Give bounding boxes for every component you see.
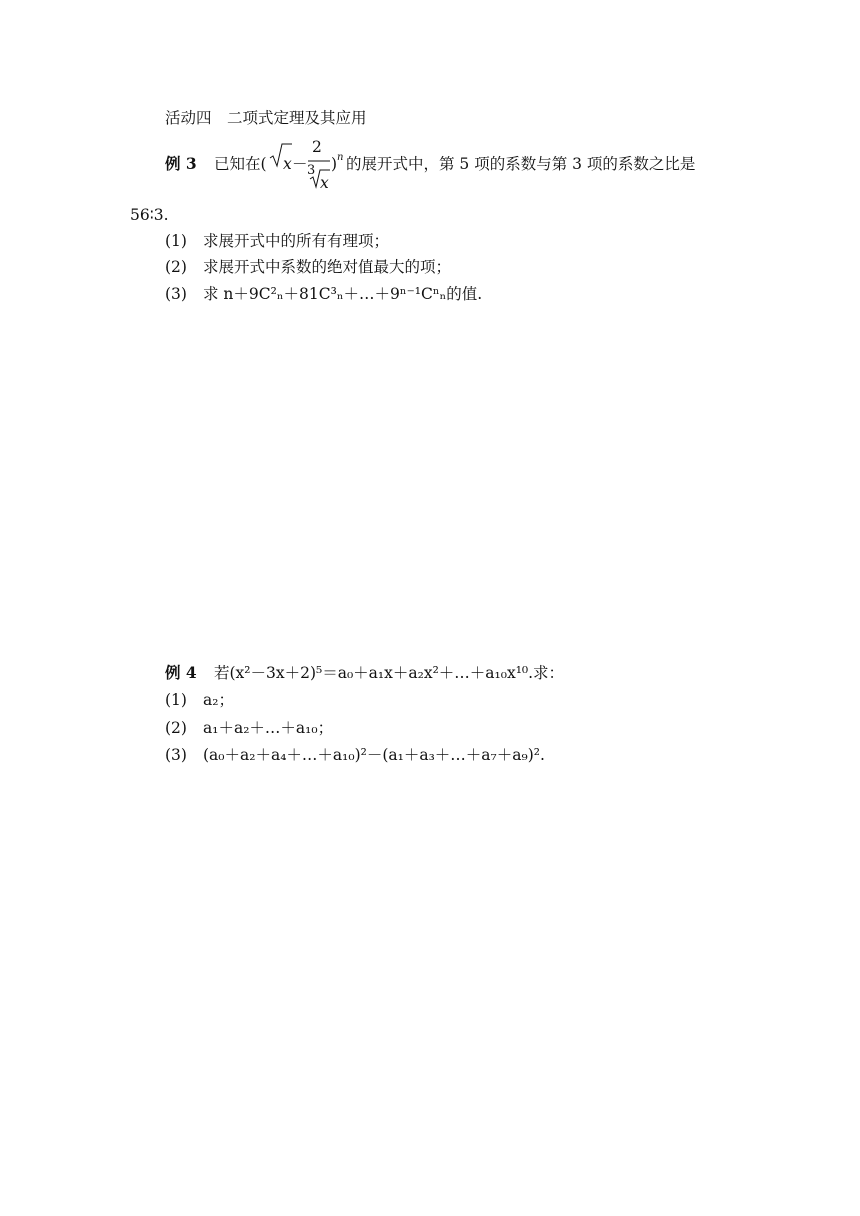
example4-item-1-text: a₂； bbox=[203, 691, 234, 709]
example3-stem-after: 的展开式中，第 5 项的系数与第 3 项的系数之比是 bbox=[346, 155, 696, 173]
example4-item-2: (2) bbox=[165, 719, 187, 737]
sqrt-radicand: x bbox=[283, 155, 292, 173]
example3-item-2-text: 求展开式中系数的绝对值最大的项； bbox=[203, 258, 452, 276]
example4-item-3: (3) bbox=[165, 746, 187, 764]
example4-stem: 若(x²－3x＋2)⁵＝a₀＋a₁x＋a₂x²＋…＋a₁₀x¹⁰.求： bbox=[214, 664, 565, 682]
example3-item-2: (2) bbox=[165, 258, 187, 276]
fraction-denominator: x bbox=[320, 174, 329, 192]
close-paren: ) bbox=[331, 155, 338, 173]
section-title: 活动四 二项式定理及其应用 bbox=[165, 109, 367, 127]
example3-item-3-text: 求 n＋9C²ₙ＋81C³ₙ＋…＋9ⁿ⁻¹Cⁿₙ的值. bbox=[203, 285, 483, 303]
example3-item-1: (1) bbox=[165, 232, 187, 250]
minus-sign: － bbox=[292, 155, 308, 173]
example4-label: 例 4 bbox=[165, 663, 197, 682]
example4-item-2-text: a₁＋a₂＋…＋a₁₀； bbox=[203, 719, 334, 737]
example3-label: 例 3 bbox=[165, 154, 197, 173]
example4-item-1: (1) bbox=[165, 691, 187, 709]
example3-item-1-text: 求展开式中的所有有理项； bbox=[203, 232, 390, 250]
exponent-n: n bbox=[337, 152, 344, 163]
fraction-numerator: 2 bbox=[312, 138, 322, 156]
example4-item-3-text: (a₀＋a₂＋a₄＋…＋a₁₀)²－(a₁＋a₃＋…＋a₇＋a₉)². bbox=[203, 746, 545, 764]
example3-stem-continued: 56∶3. bbox=[130, 206, 169, 224]
example3-stem-before: 已知在( bbox=[214, 155, 267, 173]
cube-root-index: 3 bbox=[307, 163, 316, 178]
example3-item-3: (3) bbox=[165, 285, 187, 303]
